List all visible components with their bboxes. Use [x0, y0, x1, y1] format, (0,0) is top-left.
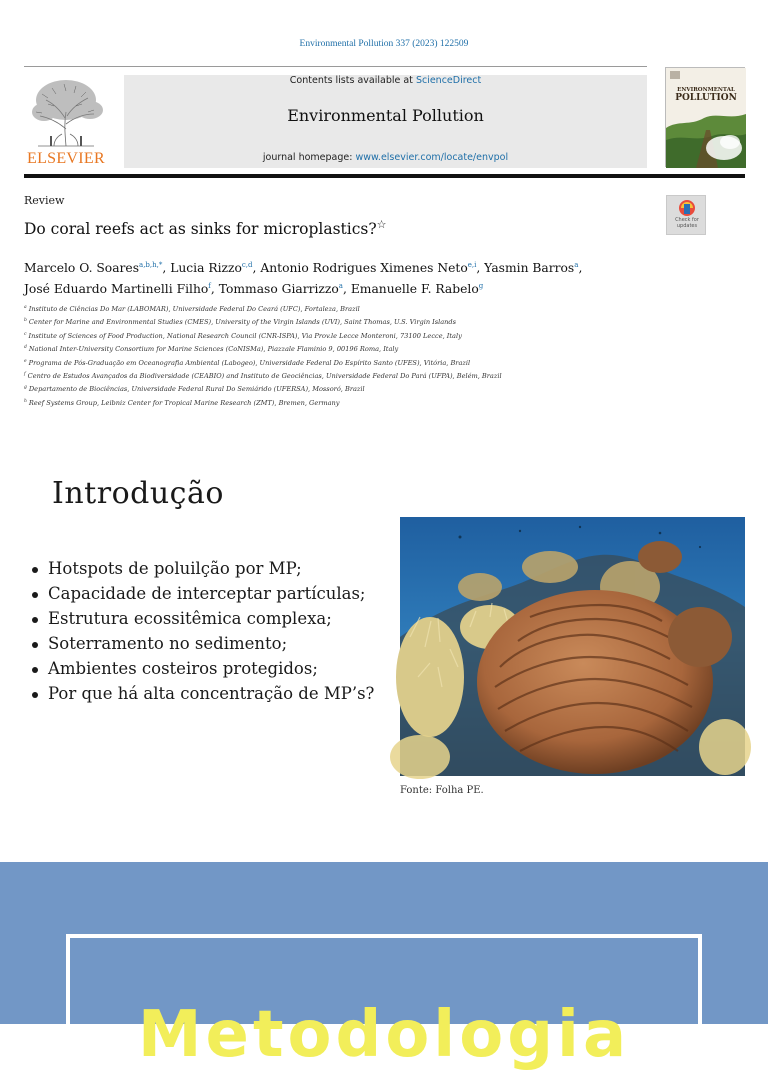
- author-affiliation-marker[interactable]: a,b,h,*: [139, 261, 163, 269]
- author-separator: ,: [476, 261, 485, 275]
- affiliation-key: h: [24, 398, 27, 404]
- affiliation-key: a: [24, 305, 27, 310]
- bullet-text: Por que há alta concentração de MP’s?: [48, 684, 375, 703]
- author-affiliation-marker[interactable]: g: [478, 282, 484, 290]
- affiliation-text: Instituto de Ciências Do Mar (LABOMAR), Universidade Federal Do Ceará (UFC), Fortaleza, Brazil: [28, 305, 360, 313]
- slide-title: Introdução: [52, 476, 224, 511]
- bullet-text: Soterramento no sedimento;: [48, 634, 288, 653]
- bullet-list: [28, 556, 388, 706]
- journal-cover-thumbnail[interactable]: [665, 67, 745, 167]
- bullet-dot-icon: [32, 567, 38, 573]
- author-separator: ,: [578, 261, 583, 275]
- paper-title-text: Do coral reefs act as sinks for microplastics?: [24, 220, 377, 238]
- header-thick-divider: [24, 174, 745, 178]
- journal-cover-art: [666, 68, 746, 168]
- bullet-item: [28, 581, 388, 606]
- bullet-item: [28, 606, 388, 631]
- affiliation-item: [24, 356, 724, 369]
- journal-name: Environmental Pollution: [287, 106, 484, 125]
- affiliation-item: [24, 329, 724, 342]
- cover-title: [669, 86, 743, 102]
- bullet-item: [28, 681, 388, 706]
- next-slide-title: Metodologia: [137, 998, 631, 1072]
- homepage-prefix: journal homepage:: [262, 152, 353, 163]
- crossmark-label: Check for updates: [675, 217, 699, 229]
- author-list: [24, 256, 664, 298]
- affiliation-text: Programa de Pós-Graduação em Oceanografia Ambiental (Labogeo), Universidade Federal Do Espírito Santo (UFES), Vitória, Brazil: [28, 358, 471, 367]
- paper-title: [24, 218, 387, 238]
- title-footnote-star-icon[interactable]: ☆: [376, 218, 387, 231]
- author-separator: ,: [252, 261, 261, 275]
- author-affiliation-marker[interactable]: a: [338, 282, 343, 290]
- author-name[interactable]: Emanuelle F. Rabelo: [350, 282, 479, 296]
- contents-line: [124, 75, 647, 86]
- elsevier-wordmark[interactable]: ELSEVIER: [27, 150, 105, 167]
- affiliation-key: g: [24, 385, 27, 391]
- affiliation-key: c: [24, 331, 27, 337]
- bullet-item: [28, 556, 388, 581]
- bullet-dot-icon: [32, 667, 38, 673]
- affiliation-text: Reef Systems Group, Leibniz Center for Tropical Marine Research (ZMT), Bremen, Germany: [28, 398, 340, 407]
- coral-reef-photo: [400, 517, 745, 776]
- sciencedirect-link[interactable]: ScienceDirect: [415, 75, 482, 86]
- affiliation-item: [24, 369, 724, 382]
- author-affiliation-marker[interactable]: e,i: [467, 261, 477, 269]
- journal-homepage-link[interactable]: www.elsevier.com/locate/envpol: [355, 152, 509, 163]
- journal-citation[interactable]: Environmental Pollution 337 (2023) 122509: [299, 39, 469, 49]
- author-affiliation-marker[interactable]: a: [574, 261, 579, 269]
- affiliation-text: Departamento de Biociências, Universidade Federal Rural Do Semiárido (UFERSA), Mossoró, Brazil: [28, 385, 365, 394]
- bullet-dot-icon: [32, 692, 38, 698]
- bullet-item: [28, 631, 388, 656]
- affiliation-key: b: [24, 318, 27, 324]
- affiliation-item: [24, 315, 724, 328]
- affiliation-text: Center for Marine and Environmental Studies (CMES), University of the Virgin Islands (UVI), Saint Thomas, U.S. Virgin Islands: [28, 318, 457, 327]
- affiliation-text: Centro de Estudos Avançados da Biodiversidade (CEABIO) and Instituto de Geociências, Universidade Federal Do Pará (UFPA), Belém, Brazil: [27, 372, 502, 381]
- bullet-text: Estrutura ecossitêmica complexa;: [48, 609, 332, 628]
- author-affiliation-marker[interactable]: c,d: [241, 261, 253, 269]
- contents-prefix: Contents lists available at: [289, 75, 413, 86]
- author-separator: ,: [342, 282, 351, 296]
- bullet-dot-icon: [32, 617, 38, 623]
- bullet-item: [28, 656, 388, 681]
- cover-title-line1: ENVIRONMENTAL: [677, 87, 735, 93]
- affiliation-item: [24, 396, 724, 409]
- affiliation-key: e: [24, 358, 27, 364]
- author-name[interactable]: José Eduardo Martinelli Filho: [24, 282, 209, 296]
- author-name[interactable]: Antonio Rodrigues Ximenes Neto: [260, 261, 468, 275]
- bullet-text: Hotspots de poluilção por MP;: [48, 559, 302, 578]
- photo-caption: Fonte: Folha PE.: [400, 785, 484, 796]
- header-divider: [24, 66, 647, 67]
- homepage-line: [124, 152, 647, 163]
- author-affiliation-marker[interactable]: f: [208, 282, 211, 290]
- affiliation-key: d: [24, 345, 27, 351]
- affiliation-item: [24, 302, 724, 315]
- cover-title-line2: POLLUTION: [675, 93, 737, 103]
- affiliation-text: Institute of Sciences of Food Production, National Research Council (CNR-ISPA), Via Prov.le Lecce Monteroni, 73100 Lecce, Italy: [28, 331, 462, 340]
- affiliation-item: [24, 382, 724, 395]
- author-name[interactable]: Lucia Rizzo: [170, 261, 242, 275]
- affiliation-list: [24, 302, 724, 409]
- author-name[interactable]: Marcelo O. Soares: [24, 261, 140, 275]
- bullet-text: Capacidade de interceptar partículas;: [48, 584, 366, 603]
- author-separator: ,: [162, 261, 171, 275]
- check-for-updates-button[interactable]: [666, 195, 706, 235]
- author-separator: ,: [210, 282, 219, 296]
- affiliation-text: National Inter-University Consortium for Marine Sciences (CoNISMa), Piazzale Flaminio 9, 00196 Roma, Italy: [28, 345, 399, 354]
- article-type-label: Review: [24, 194, 65, 207]
- author-name[interactable]: Tommaso Giarrizzo: [218, 282, 339, 296]
- affiliation-item: [24, 342, 724, 355]
- bullet-dot-icon: [32, 642, 38, 648]
- bullet-text: Ambientes costeiros protegidos;: [48, 659, 318, 678]
- bullet-dot-icon: [32, 592, 38, 598]
- affiliation-key: f: [24, 372, 26, 378]
- author-name[interactable]: Yasmin Barros: [484, 261, 575, 275]
